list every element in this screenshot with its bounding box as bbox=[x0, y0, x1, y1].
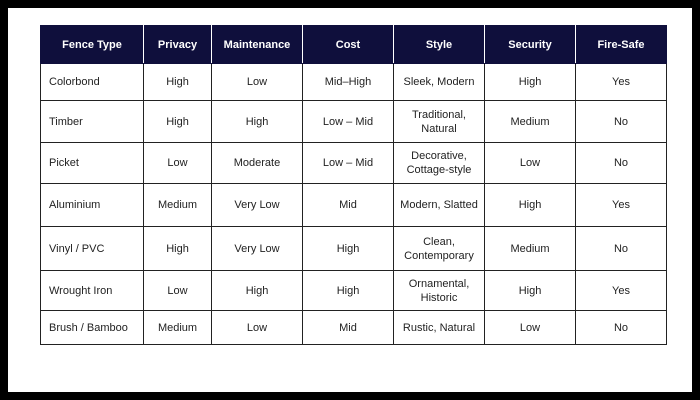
cell-maintenance: Low bbox=[212, 64, 303, 101]
cell-cost: High bbox=[303, 271, 394, 311]
cell-style: Traditional, Natural bbox=[394, 101, 485, 143]
cell-security: Medium bbox=[485, 101, 576, 143]
cell-cost: High bbox=[303, 227, 394, 271]
cell-privacy: Medium bbox=[144, 184, 212, 227]
cell-privacy: Low bbox=[144, 143, 212, 184]
table-body bbox=[41, 64, 667, 345]
cell-cost: Mid bbox=[303, 184, 394, 227]
header-fire-safe: Fire-Safe bbox=[576, 26, 667, 64]
cell-fire-safe: No bbox=[576, 143, 667, 184]
table-header bbox=[41, 26, 667, 64]
cell-style: Modern, Slatted bbox=[394, 184, 485, 227]
cell-fire-safe: Yes bbox=[576, 184, 667, 227]
cell-style: Ornamental, Historic bbox=[394, 271, 485, 311]
cell-style: Decorative, Cottage-style bbox=[394, 143, 485, 184]
cell-fence-type: Picket bbox=[41, 143, 144, 184]
content-card bbox=[8, 8, 692, 392]
cell-cost: Low – Mid bbox=[303, 143, 394, 184]
cell-privacy: High bbox=[144, 101, 212, 143]
cell-fire-safe: Yes bbox=[576, 64, 667, 101]
cell-maintenance: Low bbox=[212, 311, 303, 345]
cell-maintenance: Very Low bbox=[212, 184, 303, 227]
cell-privacy: Low bbox=[144, 271, 212, 311]
cell-fence-type: Brush / Bamboo bbox=[41, 311, 144, 345]
table-row bbox=[41, 311, 667, 345]
header-maintenance: Maintenance bbox=[212, 26, 303, 64]
table-row bbox=[41, 143, 667, 184]
cell-style: Rustic, Natural bbox=[394, 311, 485, 345]
cell-cost: Low – Mid bbox=[303, 101, 394, 143]
cell-fence-type: Wrought Iron bbox=[41, 271, 144, 311]
cell-maintenance: Moderate bbox=[212, 143, 303, 184]
cell-fence-type: Timber bbox=[41, 101, 144, 143]
table-row bbox=[41, 64, 667, 101]
cell-security: Low bbox=[485, 143, 576, 184]
cell-privacy: High bbox=[144, 64, 212, 101]
header-row bbox=[41, 26, 667, 64]
fence-comparison-table bbox=[40, 25, 667, 345]
cell-security: Low bbox=[485, 311, 576, 345]
cell-privacy: Medium bbox=[144, 311, 212, 345]
header-style: Style bbox=[394, 26, 485, 64]
cell-fire-safe: Yes bbox=[576, 271, 667, 311]
cell-privacy: High bbox=[144, 227, 212, 271]
cell-fire-safe: No bbox=[576, 311, 667, 345]
header-fence-type: Fence Type bbox=[41, 26, 144, 64]
cell-cost: Mid bbox=[303, 311, 394, 345]
cell-security: High bbox=[485, 271, 576, 311]
table-row bbox=[41, 101, 667, 143]
cell-fire-safe: No bbox=[576, 227, 667, 271]
cell-style: Sleek, Modern bbox=[394, 64, 485, 101]
header-cost: Cost bbox=[303, 26, 394, 64]
header-privacy: Privacy bbox=[144, 26, 212, 64]
cell-maintenance: High bbox=[212, 271, 303, 311]
cell-fence-type: Aluminium bbox=[41, 184, 144, 227]
cell-style: Clean, Contemporary bbox=[394, 227, 485, 271]
table-row bbox=[41, 271, 667, 311]
cell-fence-type: Vinyl / PVC bbox=[41, 227, 144, 271]
cell-cost: Mid–High bbox=[303, 64, 394, 101]
cell-security: Medium bbox=[485, 227, 576, 271]
cell-fence-type: Colorbond bbox=[41, 64, 144, 101]
header-security: Security bbox=[485, 26, 576, 64]
cell-maintenance: High bbox=[212, 101, 303, 143]
table-row bbox=[41, 184, 667, 227]
cell-maintenance: Very Low bbox=[212, 227, 303, 271]
cell-security: High bbox=[485, 184, 576, 227]
cell-security: High bbox=[485, 64, 576, 101]
table-row bbox=[41, 227, 667, 271]
cell-fire-safe: No bbox=[576, 101, 667, 143]
